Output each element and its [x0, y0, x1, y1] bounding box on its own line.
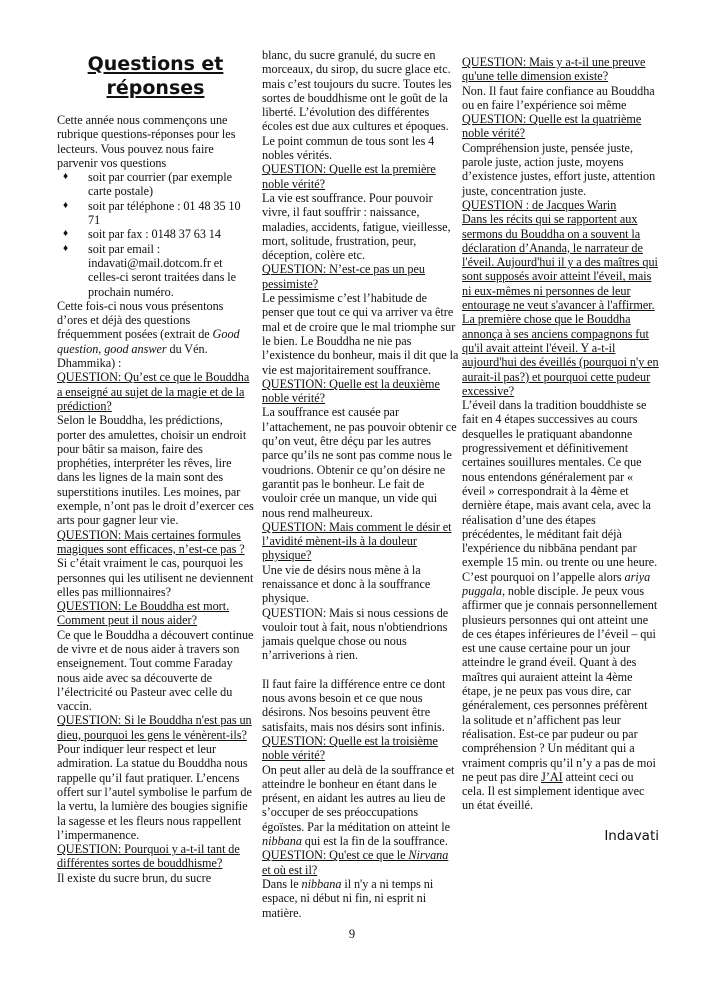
- text-segment: qui est la fin de la souffrance.: [301, 834, 448, 849]
- paragraph: Le pessimisme c’est l’habitude de penser que tout ce qui va arriver va être mal et de croire que le mal triomphe sur le bien. Le Bouddha ne nie pas l’existence du bonheur, mais il dit que la vie est majoritairement souffrance.: [262, 291, 459, 377]
- diamond-bullet-icon: ♦: [63, 242, 69, 254]
- question-heading: QUESTION: Mais comment le désir et l’avidité mènent-ils à la douleur physique?: [262, 519, 452, 563]
- paragraph-spacer: [262, 663, 459, 677]
- bullet-item: [57, 242, 254, 299]
- text-segment: et où est il?: [262, 862, 318, 877]
- question-heading: QUESTION: Mais y a-t-il une preuve qu'une telle dimension existe?: [462, 55, 646, 84]
- paragraph: Pour indiquer leur respect et leur admiration. La statue du Bouddha nous rappelle qu’il faut pratiquer. L’encens offert sur l’autel symbolise le parfum de la vertu, la lumière des bougies signifie la sagesse et les fleurs nous rappellent l’impermanence.: [57, 742, 252, 842]
- paragraph: Selon le Bouddha, les prédictions, porter des amulettes, choisir un endroit pour bâtir sa maison, faire des prophéties, interpréter les rêves, lire dans les lignes de la main sont des superstitions inutiles. Les moines, par exemple, n’ont pas le droit d’exercer ces arts pour gagner leur vie.: [57, 413, 254, 528]
- paragraph: Il existe du sucre brun, du sucre: [57, 870, 212, 885]
- question-heading: QUESTION: Quelle est la première noble vérité?: [262, 162, 436, 191]
- question-heading: QUESTION: Si le Bouddha n'est pas un dieu, pourquoi les gens le vénèrent-ils?: [57, 713, 252, 742]
- bullet-item: [57, 170, 254, 199]
- text-segment: L’éveil dans la tradition bouddhiste se fait en 4 étapes successives au cours desquelles le pratiquant abandonne progressivement et définitivement certaines souillures mentales. Ce que nous entendons généralement par « éveil » correspondrait à la 4ème et dernière étape, mais avant cela, avec la réalisation d’une des étapes précédentes, le méditant fait déjà l'expérience du nibbāna pendant par exemple 15 min. ou trente ou une heure. C’est pourquoi on l’appelle alors: [462, 398, 658, 584]
- diamond-bullet-icon: ♦: [63, 199, 69, 211]
- paragraph: Une vie de désirs nous mène à la renaissance et donc à la souffrance physique.: [262, 562, 431, 606]
- text-segment: Dans le: [262, 876, 302, 891]
- text-segment: QUESTION: Qu'est ce que le: [262, 848, 409, 863]
- paragraph: Il faut faire la différence entre ce dont nous avons besoin et ce que nous désirons. Nos besoins peuvent être satisfaits, mais nos désirs sont infinis.: [262, 676, 446, 734]
- paragraph: La souffrance est causée par l’attachement, ne pas pouvoir obtenir ce qu’on veut, être déçu par les autres parce qu’ils ne sont pas comme nous le voudrions. Obtenir ce qu’on désire ne garantit pas le bonheur. Le fait de vouloir crée un manque, un vide qui nous rend malheureux.: [262, 405, 457, 520]
- bullet-item-text: soit par email : indavati@mail.dotcom.fr et celles-ci seront traitées dans le prochain numéro.: [88, 241, 237, 299]
- diamond-bullet-icon: ♦: [63, 228, 69, 240]
- text-segment: atteint ceci ou cela. Il est simplement identique avec un état éveillé.: [462, 769, 645, 813]
- paragraph: Cette année nous commençons une rubrique questions-réponses pour les lecteurs. Vous pouvez nous faire parvenir vos questions: [57, 113, 236, 170]
- question-heading: QUESTION: Qu’est ce que le Bouddha a enseigné au sujet de la magie et de la prédiction?: [57, 370, 250, 413]
- question-heading: QUESTION: Quelle est la deuxième noble vérité?: [262, 376, 440, 406]
- bullet-list: [57, 170, 254, 299]
- underlined-text: J’AI: [541, 769, 563, 784]
- column-right: [462, 55, 659, 843]
- paragraph: [262, 763, 459, 849]
- paragraph: QUESTION: Mais si nous cessions de vouloir tout à fait, nous n'obtiendrions jamais quelque chose ou nous n’arriverions à rien.: [262, 605, 449, 663]
- paragraph: Ce que le Bouddha a découvert continue de vivre et de nous aider à travers son enseignement. Tout comme Faraday nous aide avec sa découverte de l’électricité ou Pasteur avec celle du vaccin.: [57, 627, 254, 714]
- italic-text: ariya puggala: [462, 569, 651, 598]
- question-heading: QUESTION: Quelle est la troisième noble vérité?: [262, 733, 438, 763]
- paragraph: blanc, du sucre granulé, du sucre en morceaux, du sirop, du sucre glace etc. mais c’est toujours du sucre. Toutes les sortes de bouddhisme ont le goût de la liberté. L’évolution des différentes écoles est due aux cultures et époques. Le point commun de tous sont les 4 nobles vérités.: [262, 48, 452, 163]
- italic-text: nibbana: [301, 876, 342, 891]
- paragraph: Compréhension juste, pensée juste, parole juste, action juste, moyens d’existence justes, effort juste, attention juste, concentration juste.: [462, 140, 656, 198]
- text-segment: du Vén. Dhammika) :: [57, 341, 208, 371]
- signature: Indavati: [604, 827, 659, 844]
- question-heading: QUESTION: Quelle est la quatrième noble vérité?: [462, 112, 642, 141]
- question-heading: QUESTION : de Jacques Warin: [462, 197, 617, 212]
- paragraph: [462, 398, 659, 813]
- bullet-item-text: soit par fax : 0148 37 63 14: [88, 227, 221, 242]
- column-left: [57, 52, 254, 885]
- italic-text: nibbana: [262, 834, 302, 849]
- diamond-bullet-icon: ♦: [63, 171, 69, 183]
- paragraph: [262, 877, 459, 920]
- column-middle: [262, 48, 459, 920]
- question-heading: [262, 848, 459, 877]
- bullet-item-text: soit par téléphone : 01 48 35 10 71: [88, 198, 241, 228]
- bullet-item: [57, 227, 254, 241]
- question-heading: QUESTION: Le Bouddha est mort. Comment peut il nous aider?: [57, 599, 230, 628]
- bullet-item: [57, 199, 254, 228]
- text-segment: , noble disciple. Je peux vous affirmer que je connais personnellement plusieurs personnes qui ont atteint une de ces étapes inférieures de l’éveil – qui est une cause certaine pour un jour atteindre le grand éveil. Quant à des maîtres qui auraient atteint la 4ème étape, je ne peux pas vous dire, car généralement, ces personnes préfèrent la solitude et n’affichent pas leur réalisation. Est-ce par pudeur ou par compréhension ? Un méditant qui a vraiment compris qu’il n’y a pas de moi ne peut pas dire: [462, 583, 658, 784]
- question-heading: QUESTION: Mais certaines formules magiques sont efficaces, n’est-ce pas ?: [57, 527, 245, 556]
- question-heading: QUESTION: Pourquoi y a-t-il tant de différentes sortes de bouddhisme?: [57, 842, 240, 871]
- text-segment: On peut aller au delà de la souffrance et atteindre le bonheur en étant dans le présent, en aidant les autres au lieu de s’occuper de ses préoccupations égoïstes. Par la méditation on atteint le: [262, 762, 455, 834]
- paragraph: Non. Il faut faire confiance au Bouddha ou en faire l’expérience soi même: [462, 83, 655, 112]
- paragraph: La vie est souffrance. Pour pouvoir vivre, il faut souffrir : naissance, maladies, accidents, fatigue, vieillesse, mort, solitude, frustration, peur, déception, colère etc.: [262, 190, 451, 263]
- bullet-item-text: soit par courrier (par exemple carte postale): [88, 170, 233, 199]
- question-heading: QUESTION: N’est-ce pas un peu pessimiste?: [262, 262, 426, 291]
- page-number: 9: [348, 927, 356, 941]
- article-title: Questions et réponses: [87, 53, 224, 99]
- italic-text: Good question, good answer: [57, 327, 240, 356]
- italic-text: Nirvana: [408, 848, 449, 863]
- text-segment: il n'y a ni temps ni espace, ni début ni fin, ni esprit ni matière.: [262, 876, 434, 920]
- paragraph: [57, 299, 254, 370]
- text-segment: Cette fois-ci nous vous présentons d’ores et déjà des questions fréquemment posées (extrait de: [57, 298, 224, 342]
- question-heading: Dans les récits qui se rapportent aux sermons du Bouddha on a souvent la déclaration d’Ananda, le narrateur de l'éveil. Aujourd'hui il y a des maîtres qui sont supposés avoir atteint l'éveil, mais ni eux-mêmes ni personnes de leur entourage ne veut s'avancer à l'affirmer. La première chose que le Bouddha annonça à ses anciens compagnons fut qu'il avait atteint l'éveil. Y a-t-il aujourd'hui des éveillés (pourquoi n'y en aurait-il pas?) et pourquoi cette pudeur excessive?: [462, 212, 659, 398]
- paragraph: Si c’était vraiment le cas, pourquoi les personnes qui les utilisent ne deviennent elles pas millionnaires?: [57, 556, 254, 599]
